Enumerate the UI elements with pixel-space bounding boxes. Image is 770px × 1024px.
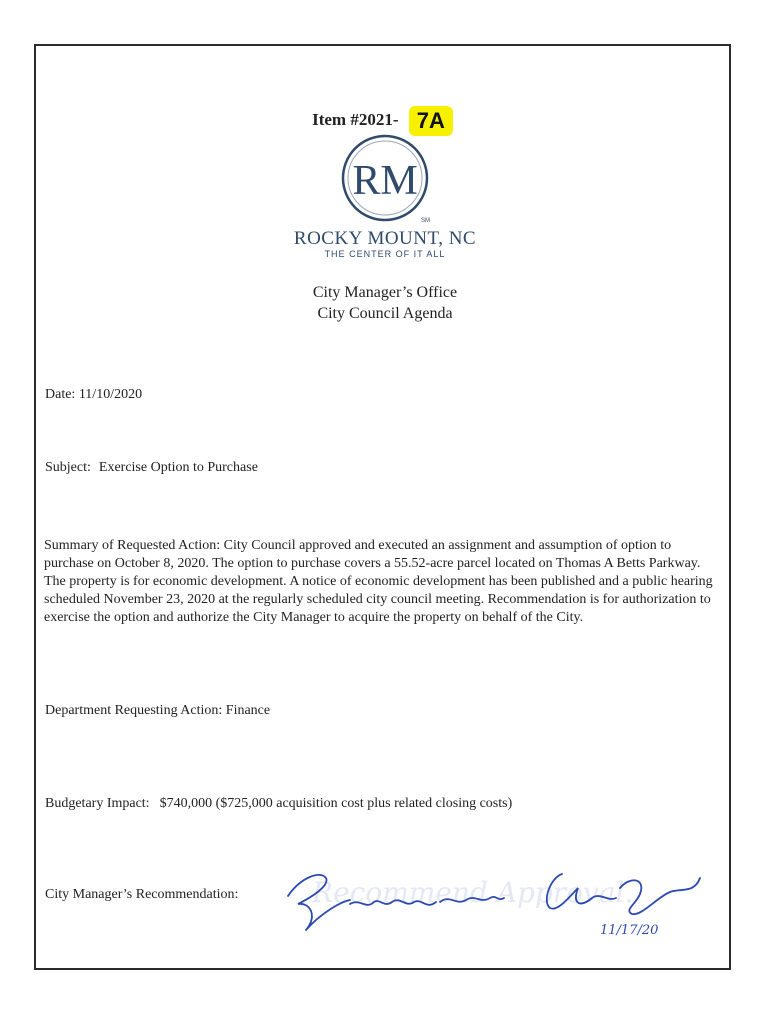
subject-label: Subject:	[45, 460, 91, 475]
logo-service-mark: SM	[421, 218, 430, 224]
office-block	[0, 282, 770, 324]
item-prefix: Item #2021-	[312, 109, 399, 129]
signature-date: 11/17/20	[600, 923, 659, 938]
item-badge: 7A	[409, 106, 453, 136]
summary-field: Summary of Requested Action: City Council approved and executed an assignment and assumption of option to purchase on October 8, 2020. The option to purchase covers a 55.52-acre parcel located on Thomas A Betts Parkway. The property is for economic development. A notice of economic development has been published and a public hearing scheduled November 23, 2020 at the regularly scheduled city council meeting. Recommendation is for authorization to exercise the option and authorize the City Manager to acquire the property on behalf of the City.	[44, 538, 713, 625]
budget-value: $740,000 ($725,000 acquisition cost plus related closing costs)	[159, 796, 513, 811]
logo-monogram: RM	[352, 158, 418, 204]
subject-field	[45, 459, 258, 477]
office-line: City Manager’s Office	[312, 284, 458, 301]
city-logo-icon	[337, 132, 433, 228]
org-tagline: THE CENTER OF IT ALL	[324, 249, 446, 259]
agenda-line: City Council Agenda	[317, 305, 453, 322]
handwritten-signature	[280, 858, 720, 938]
recommendation-label: City Manager’s Recommendation:	[45, 887, 239, 902]
department-field: Department Requesting Action: Finance	[45, 703, 271, 718]
org-name: ROCKY MOUNT, NC	[293, 228, 477, 249]
budget-field	[45, 795, 512, 813]
subject-value: Exercise Option to Purchase	[98, 460, 258, 475]
budget-label: Budgetary Impact:	[45, 796, 150, 811]
signature-text: Recommend Approval.	[312, 876, 634, 909]
date-field: Date: 11/10/2020	[45, 387, 143, 402]
